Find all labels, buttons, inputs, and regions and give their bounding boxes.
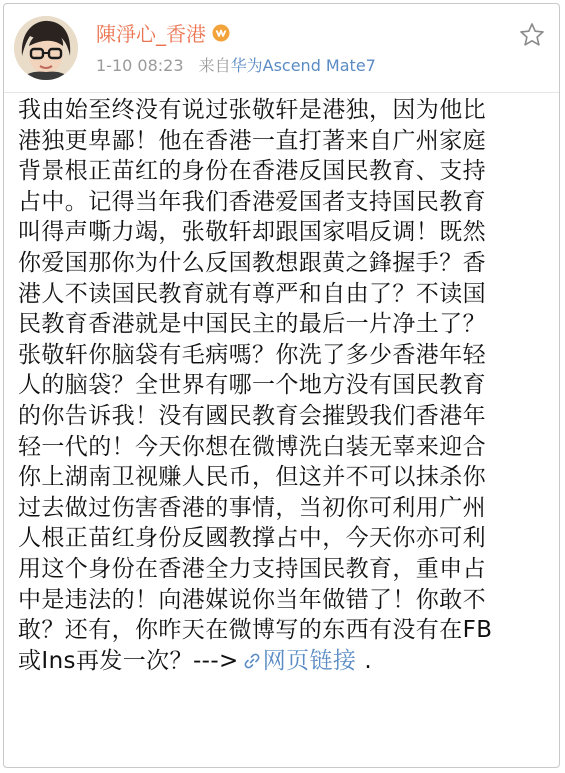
source-device[interactable]: 华为Ascend Mate7 [230,56,376,75]
author-name[interactable]: 陳淨心_香港 [96,22,206,46]
link-icon [243,652,261,670]
post-line: 轻一代的！今天你想在微博洗白装无辜来迎合 [18,433,486,460]
vip-badge-icon [212,24,230,42]
post-line: 叫得声嘶力竭，张敬轩却跟国家唱反调！既然 [18,219,486,246]
post-line: 张敬轩你脑袋有毛病嗎？你洗了多少香港年轻 [18,341,486,368]
weibo-post-card [3,3,560,768]
post-body [18,95,548,676]
post-line: 我由始至终没有说过张敬轩是港独，因为他比 [18,97,486,123]
post-line: 人根正苗红身份反國教撑占中，今天你亦可利 [18,525,486,552]
star-outline-icon[interactable] [519,22,545,48]
post-author[interactable] [96,18,230,47]
post-line: 敢？还有，你昨天在微博写的东西有没有在FB [18,617,493,644]
post-line-text: 或Ins再发一次？---> [18,647,239,674]
avatar-photo [14,16,78,80]
post-line: 中是违法的！向港媒说你当年做错了！你敢不 [18,586,486,613]
post-line: 背景根正苗红的身份在香港反国民教育、支持 [18,158,486,185]
avatar[interactable] [14,16,78,80]
web-link[interactable] [239,648,357,674]
post-line: 港人不读国民教育就有尊严和自由了？不读国 [18,280,486,307]
post-line: 民教育香港就是中国民主的最后一片净土了？ [18,311,486,338]
post-line: 港独更卑鄙！他在香港一直打著来自广州家庭 [18,127,486,154]
post-line-end: . [364,647,373,674]
post-line: 你上湖南卫视赚人民币，但这并不可以抹杀你 [18,464,486,491]
post-line: 的你告诉我！没有國民教育会摧毁我们香港年 [18,402,486,429]
header-divider [4,92,559,93]
web-link-label[interactable]: 网页链接 [262,647,357,674]
post-line: 占中。记得当年我们香港爱国者支持国民教育 [18,188,486,215]
post-line: 人的脑袋？全世界有哪一个地方没有国民教育 [18,372,486,399]
source-prefix: 来自 [198,56,231,75]
post-line: 你爱国那你为什么反国教想跟黄之鋒握手？香 [18,249,486,276]
post-last-line [18,646,548,677]
post-line: 过去做过伤害香港的事情，当初你可利用广州 [18,494,486,521]
post-line: 用这个身份在香港全力支持国民教育，重申占 [18,555,486,582]
post-time: 1-10 08:23 [96,56,184,75]
post-meta [96,53,376,76]
